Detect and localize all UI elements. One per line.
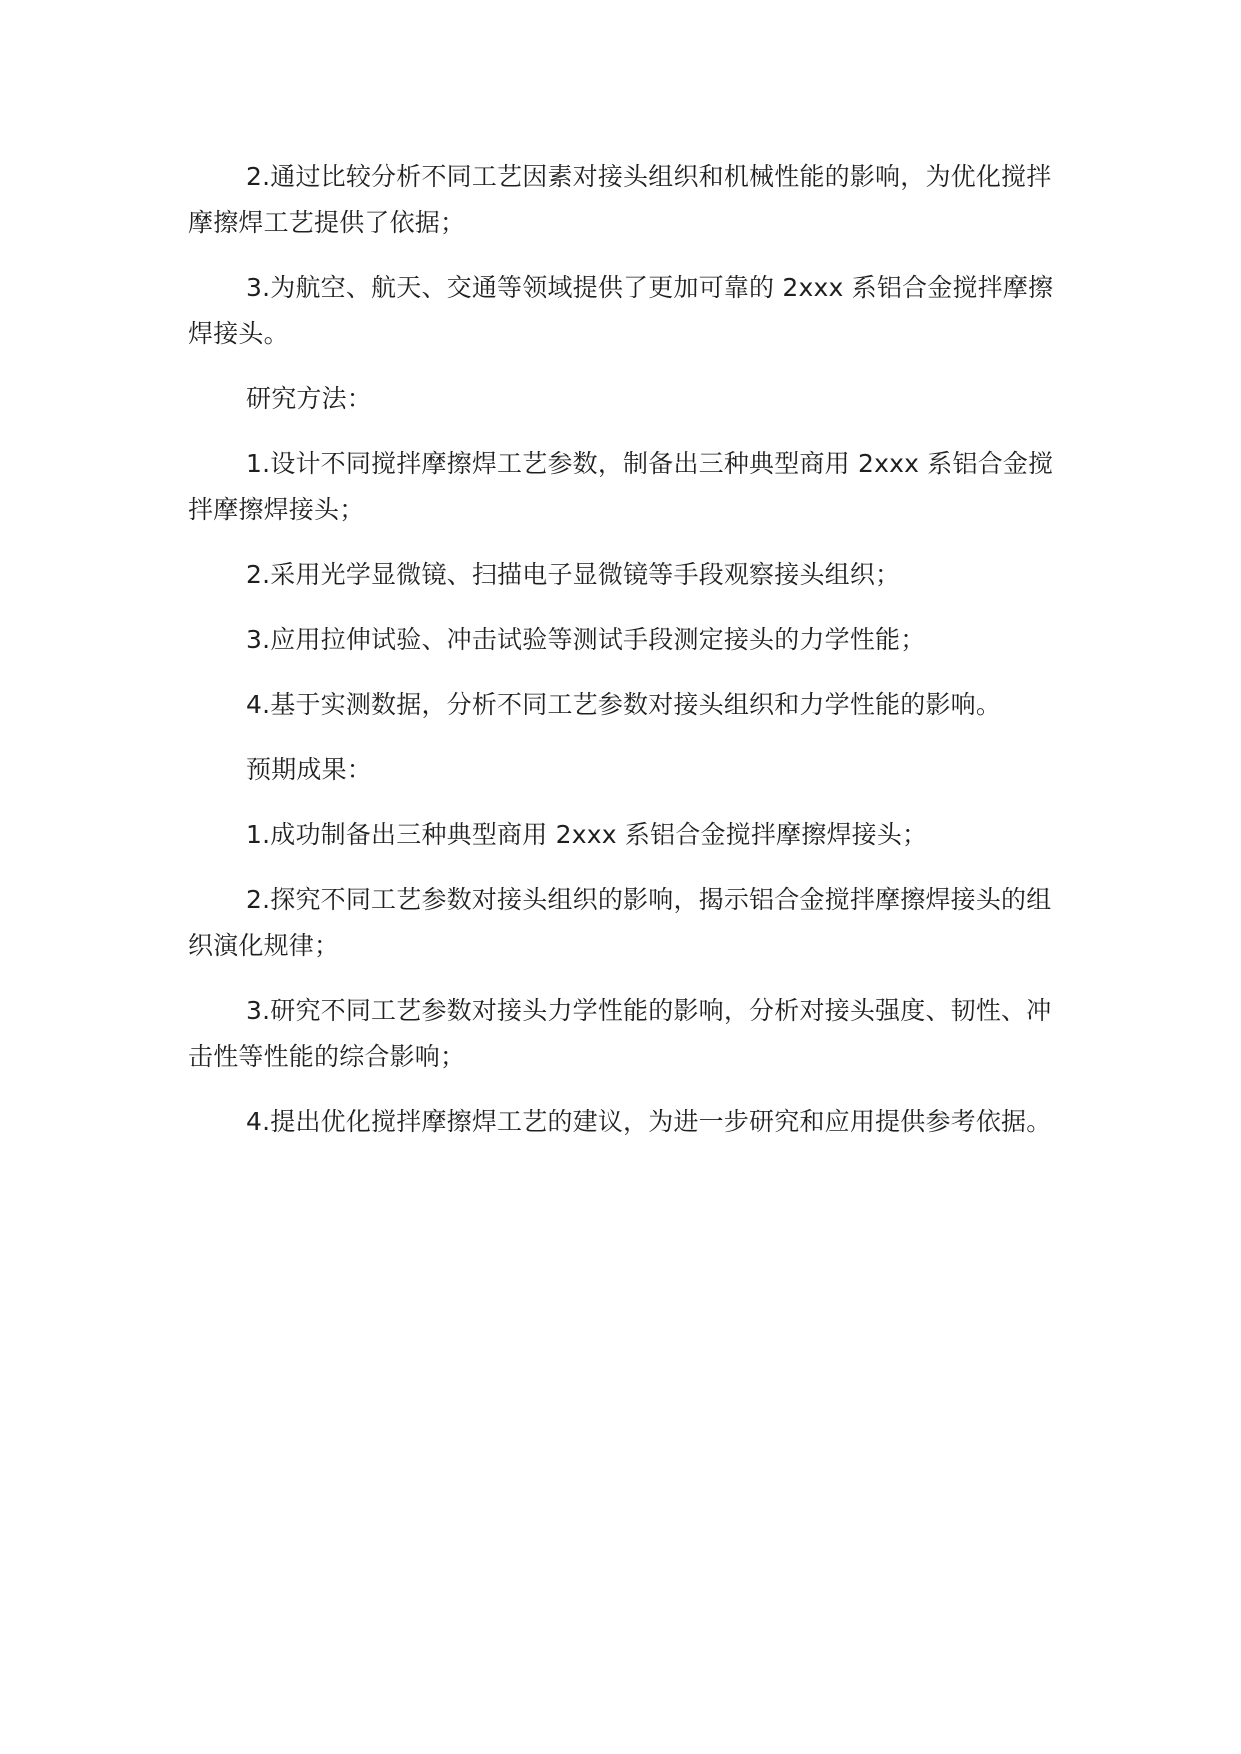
paragraph-outcome-3: 3.研究不同工艺参数对接头力学性能的影响，分析对接头强度、韧性、冲击性等性能的综合影响； xyxy=(188,996,1052,1071)
paragraph-objective-2: 2.通过比较分析不同工艺因素对接头组织和机械性能的影响，为优化搅拌摩擦焊工艺提供了依据； xyxy=(188,162,1052,237)
paragraph-method-1: 1.设计不同搅拌摩擦焊工艺参数，制备出三种典型商用 2xxx 系铝合金搅拌摩擦焊接头； xyxy=(188,449,1054,524)
section-heading-outcomes: 预期成果： xyxy=(246,755,373,784)
document-body xyxy=(188,154,1068,1164)
section-heading-methods: 研究方法： xyxy=(246,384,373,413)
paragraph-outcome-1: 1.成功制备出三种典型商用 2xxx 系铝合金搅拌摩擦焊接头； xyxy=(246,820,928,849)
paragraph-outcome-4: 4.提出优化搅拌摩擦焊工艺的建议，为进一步研究和应用提供参考依据。 xyxy=(246,1107,1052,1136)
paragraph-method-3: 3.应用拉伸试验、冲击试验等测试手段测定接头的力学性能； xyxy=(246,625,926,654)
paragraph-method-2: 2.采用光学显微镜、扫描电子显微镜等手段观察接头组织； xyxy=(246,560,901,589)
paragraph-method-4: 4.基于实测数据，分析不同工艺参数对接头组织和力学性能的影响。 xyxy=(246,690,1002,719)
paragraph-objective-3: 3.为航空、航天、交通等领域提供了更加可靠的 2xxx 系铝合金搅拌摩擦焊接头。 xyxy=(188,273,1054,348)
paragraph-outcome-2: 2.探究不同工艺参数对接头组织的影响，揭示铝合金搅拌摩擦焊接头的组织演化规律； xyxy=(188,885,1052,960)
